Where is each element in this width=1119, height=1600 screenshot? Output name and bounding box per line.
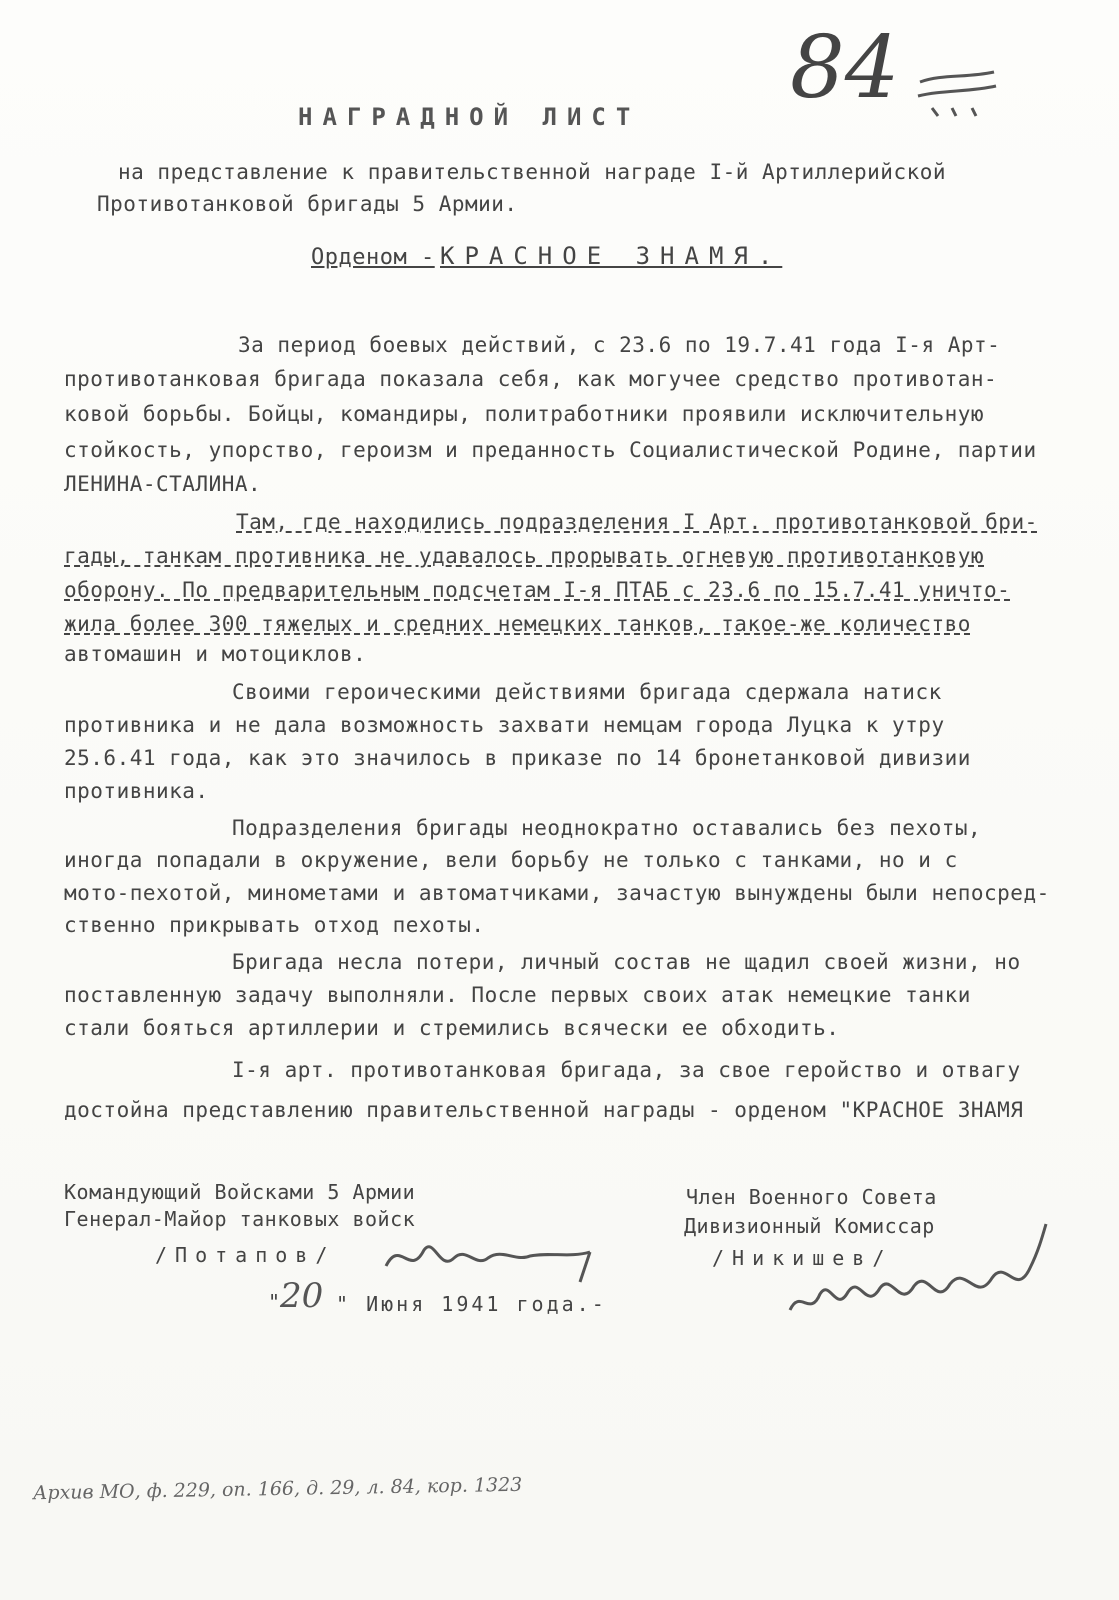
body-line: противотанковая бригада показала себя, как могучее средство противотан- (64, 367, 998, 391)
left-signatory-name: /Потапов/ (155, 1243, 336, 1267)
body-line: ковой борьбы. Бойцы, командиры, политработники проявили исключительную (64, 402, 985, 426)
date-open-quote: " (268, 1290, 281, 1314)
subtitle-line-1: на представление к правительственной награде I-й Артиллерийской (118, 160, 947, 184)
body-line: ственно прикрывать отход пехоты. (64, 913, 485, 937)
date-day-handwritten: 20 (280, 1276, 324, 1316)
body-line: За период боевых действий, с 23.6 по 19.7.41 года I-я Арт- (238, 333, 1001, 357)
body-line: гады, танкам противника не удавалось прорывать огневую противотанковую (64, 544, 985, 568)
date-rest: " Июня 1941 года.- (336, 1292, 607, 1316)
body-line: Своими героическими действиями бригада сдержала натиск (232, 680, 942, 704)
archive-reference: Архив МО, ф. 229, оп. 166, д. 29, л. 84, кор. 1323 (32, 1473, 523, 1505)
body-line: Там, где находились подразделения I Арт. противотанковой бри- (236, 510, 1038, 534)
body-line: поставленную задачу выполняли. После первых своих атак немецкие танки (64, 983, 971, 1007)
order-prefix: Орденом - (311, 245, 435, 270)
right-signatory-title-1: Член Военного Совета (686, 1185, 937, 1209)
order-name: КРАСНОЕ ЗНАМЯ. (440, 242, 783, 270)
body-line: достойна представлению правительственной награды - орденом "КРАСНОЕ ЗНАМЯ (64, 1098, 1024, 1122)
body-line: стойкость, упорство, героизм и преданность Социалистической Родине, партии (64, 438, 1037, 462)
body-line: ЛЕНИНА-СТАЛИНА. (64, 472, 262, 496)
page-mark-scribble (912, 52, 1002, 122)
right-signatory-title-2: Дивизионный Комиссар (684, 1214, 935, 1238)
left-signatory-title-1: Командующий Войсками 5 Армии (64, 1180, 416, 1204)
right-signature (780, 1218, 1060, 1328)
body-line: противника и не дала возможность захвати немцам города Луцка к утру (64, 713, 945, 737)
body-line: Подразделения бригады неоднократно оставались без пехоты, (232, 816, 982, 840)
body-line: Бригада несла потери, личный состав не щадил своей жизни, но (232, 950, 1021, 974)
body-line: 25.6.41 года, как это значилось в приказе по 14 бронетанковой дивизии (64, 746, 971, 770)
body-line: иногда попадали в окружение, вели борьбу не только с танками, но и с (64, 848, 958, 872)
right-signatory-name: /Никишев/ (712, 1246, 893, 1270)
subtitle-line-2: Противотанковой бригады 5 Армии. (97, 192, 518, 216)
left-signatory-title-2: Генерал-Майор танковых войск (64, 1207, 416, 1231)
document-title: НАГРАДНОЙ ЛИСТ (298, 103, 641, 131)
left-signature (380, 1228, 610, 1288)
page-number-handwritten: 84 (790, 18, 900, 118)
body-line: I-я арт. противотанковая бригада, за свое геройство и отвагу (232, 1058, 1021, 1082)
body-line: противника. (64, 779, 209, 803)
body-line: жила более 300 тяжелых и средних немецких танков, такое-же количество (64, 612, 971, 636)
body-line: автомашин и мотоциклов. (64, 642, 367, 666)
body-line: оборону. По предварительным подсчетам I-я ПТАБ с 23.6 по 15.7.41 уничто- (64, 578, 1011, 602)
body-line: стали бояться артиллерии и стремились всячески ее обходить. (64, 1016, 840, 1040)
body-line: мото-пехотой, минометами и автоматчиками, зачастую вынуждены были непосред- (64, 881, 1050, 905)
